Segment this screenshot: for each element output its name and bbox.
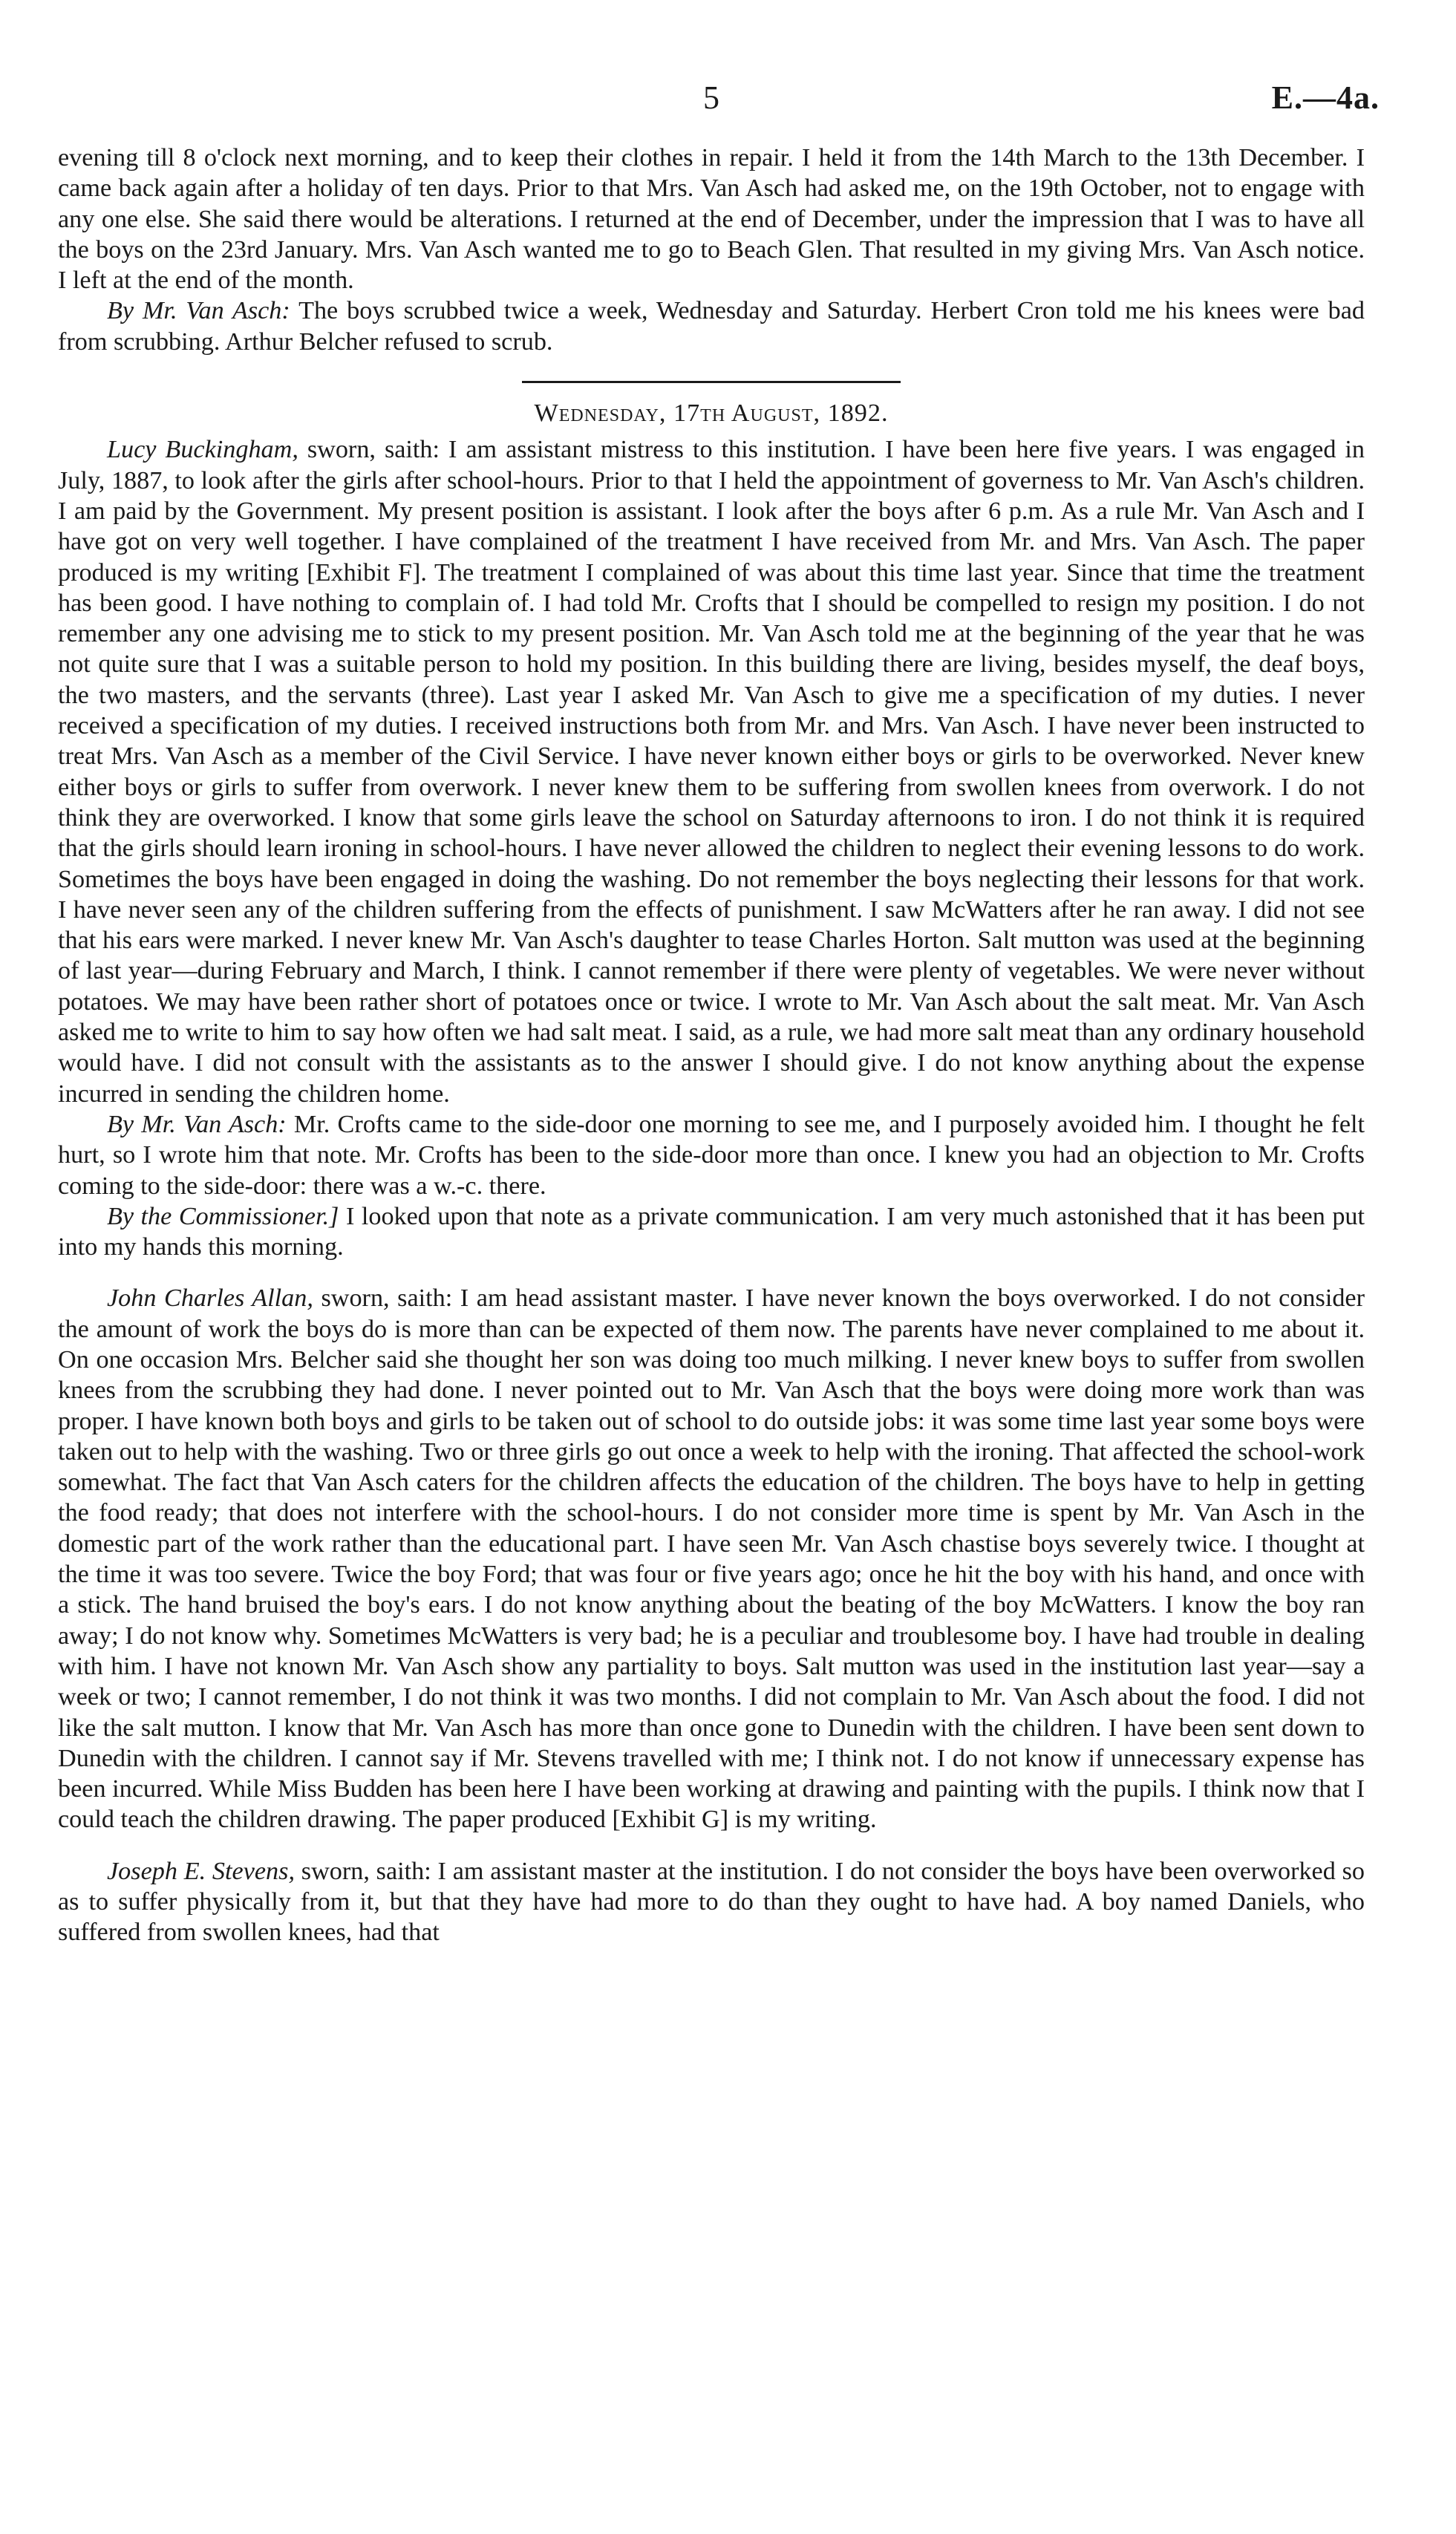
- continuation-cross-examination: [58, 295, 1365, 357]
- witness-name: John Charles Allan,: [107, 1284, 313, 1313]
- witness-name: Joseph E. Stevens,: [107, 1857, 295, 1885]
- date-weekday: Wednesday: [534, 399, 659, 428]
- cross-examiner: By Mr. Van Asch:: [107, 297, 290, 325]
- cross-text: The boys scrubbed twice a week, Wednesday and Saturday. Herbert Cron told me his knees were bad from scrubbing. Arthur Belcher refused to scrub.: [58, 297, 1365, 356]
- document-code: E.—4a.: [1271, 79, 1380, 116]
- continuation-paragraph: [58, 143, 1365, 295]
- witness-name: Lucy Buckingham,: [107, 436, 298, 464]
- continuation-text: evening till 8 o'clock next morning, and to keep their clothes in repair. I held it from the 14th March to the 13th December. I came back again after a holiday of ten days. Prior to that Mrs. Van Asch had asked me, on the 19th October, not to engage with any one else. She said there would be alterations. I returned at the end of December, under the impression that I was to have all the boys on the 23rd January. Mrs. Van Asch wanted me to go to Beach Glen. That resulted in my giving Mrs. Van Asch notice. I left at the end of the month.: [58, 144, 1365, 295]
- page-header: [58, 79, 1380, 126]
- testimony-text: sworn, saith: I am head assistant master. I have never known the boys overworked. I do not consider the amount of work the boys do is more than can be expected of them now. The parents have never complained to me about it. On one occasion Mrs. Belcher said she thought her son was doing too much milking. I never knew boys to suffer from swollen knees from the scrubbing they had done. I never pointed out to Mr. Van Asch that the boys were doing more work than was proper. I have known both boys and girls to be taken out of school to do outside jobs: it was some time last year some boys were taken out to help with the washing. Two or three girls go out once a week to help with the ironing. That affected the school-work somewhat. The fact that Van Asch caters for the children affects the education of the children. The boys have to help in getting the food ready; that does not interfere with the school-hours. I do not consider more time is spent by Mr. Van Asch in the domestic part of the work rather than the educational part. I have seen Mr. Van Asch chastise boys severely twice. I thought at the time it was too severe. Twice the boy Ford; that was four or five years ago; once he hit the boy with his hand, and once with a stick. The hand bruised the boy's ears. I do not know anything about the beating of the boy McWatters. I know the boy ran away; I do not know why. Sometimes McWatters is very bad; he is a peculiar and troublesome boy. I have had trouble in dealing with him. I have not known Mr. Van Asch show any partiality to boys. Salt mutton was used in the institution last year—say a week or two; I cannot remember, I do not think it was two months. I did not complain to Mr. Van Asch about the food. I did not like the salt mutton. I know that Mr. Van Asch has more than once gone to Dunedin with the children. I have been sent down to Dunedin with the children. I cannot say if Mr. Stevens travelled with me; I think not. I do not know if unnecessary expense has been incurred. While Miss Budden has been here I have been working at drawing and painting with the pupils. I think now that I could teach the children drawing. The paper produced [Exhibit G] is my writing.: [58, 1284, 1365, 1834]
- cross-examiner: By the Commissioner.]: [107, 1202, 339, 1230]
- cross-examination: [58, 1201, 1365, 1263]
- witness-testimony: [58, 434, 1365, 1109]
- cross-examination: [58, 1109, 1365, 1201]
- cross-examiner: By Mr. Van Asch:: [107, 1110, 287, 1138]
- testimony-text: sworn, saith: I am assistant master at the institution. I do not consider the boys have been overworked so as to suffer physically from it, but that they have had more to do than they ought to have had. A boy named Daniels, who suffered from swollen knees, had that: [58, 1857, 1365, 1947]
- cross-text: Mr. Crofts came to the side-door one morning to see me, and I purposely avoided him. I thought he felt hurt, so I wrote him that note. Mr. Crofts has been to the side-door more than once. I knew you had an objection to Mr. Crofts coming to the side-door: there was a w.-c. there.: [58, 1110, 1365, 1200]
- document-page: [58, 79, 1380, 1948]
- witness-testimony: [58, 1856, 1365, 1948]
- section-divider: [522, 381, 901, 383]
- date-heading: Wednesday, 17th August, 1892.: [534, 399, 889, 428]
- cross-text: I looked upon that note as a private communication. I am very much astonished that it has been put into my hands this morning.: [58, 1202, 1365, 1261]
- testimony-text: sworn, saith: I am assistant mistress to this institution. I have been here five years. I was engaged in July, 1887, to look after the girls after school-hours. Prior to that I held the appointment of governess to Mr. Van Asch's children. I am paid by the Government. My present position is assistant. I look after the boys after 6 p.m. As a rule Mr. Van Asch and I have got on very well together. I have complained of the treatment I have received from Mr. and Mrs. Van Asch. The paper produced is my writing [Exhibit F]. The treatment I complained of was about this time last year. Since that time the treatment has been good. I have nothing to complain of. I had told Mr. Crofts that I should be compelled to resign my position. I do not remember any one advising me to stick to my present position. Mr. Van Asch told me at the beginning of the year that he was not quite sure that I was a suitable person to hold my position. In this building there are living, besides myself, the deaf boys, the two masters, and the servants (three). Last year I asked Mr. Van Asch to give me a specification of my duties. I never received a specification of my duties. I received instructions both from Mr. and Mrs. Van Asch. I have never been instructed to treat Mrs. Van Asch as a member of the Civil Service. I have never known either boys or girls to be overworked. Never knew either boys or girls to suffer from overwork. I never knew them to be suffering from swollen knees from overwork. I do not think they are overworked. I know that some girls leave the school on Saturday afternoons to iron. I do not think it is required that the girls should learn ironing in school-hours. I have never allowed the children to neglect their evening lessons to do work. Sometimes the boys have been engaged in doing the washing. Do not remember the boys neglecting their lessons for that work. I have never seen any of the children suffering from the effects of punishment. I saw McWatters after he ran away. I did not see that his ears were marked. I never knew Mr. Van Asch's daughter to tease Charles Horton. Salt mutton was used at the beginning of last year—during February and March, I think. I cannot remember if there were plenty of vegetables. We were never without potatoes. We may have been rather short of potatoes once or twice. I wrote to Mr. Van Asch about the salt meat. Mr. Van Asch asked me to write to him to say how often we had salt meat. I said, as a rule, we had more salt meat than any ordinary household would have. I did not consult with the assistants as to the answer I should give. I do not know anything about the expense incurred in sending the children home.: [58, 436, 1365, 1108]
- date-year: , 1892.: [813, 399, 889, 428]
- witness-testimony: [58, 1283, 1365, 1835]
- page-number: 5: [703, 79, 719, 116]
- date-day-month: 17th August: [673, 399, 814, 428]
